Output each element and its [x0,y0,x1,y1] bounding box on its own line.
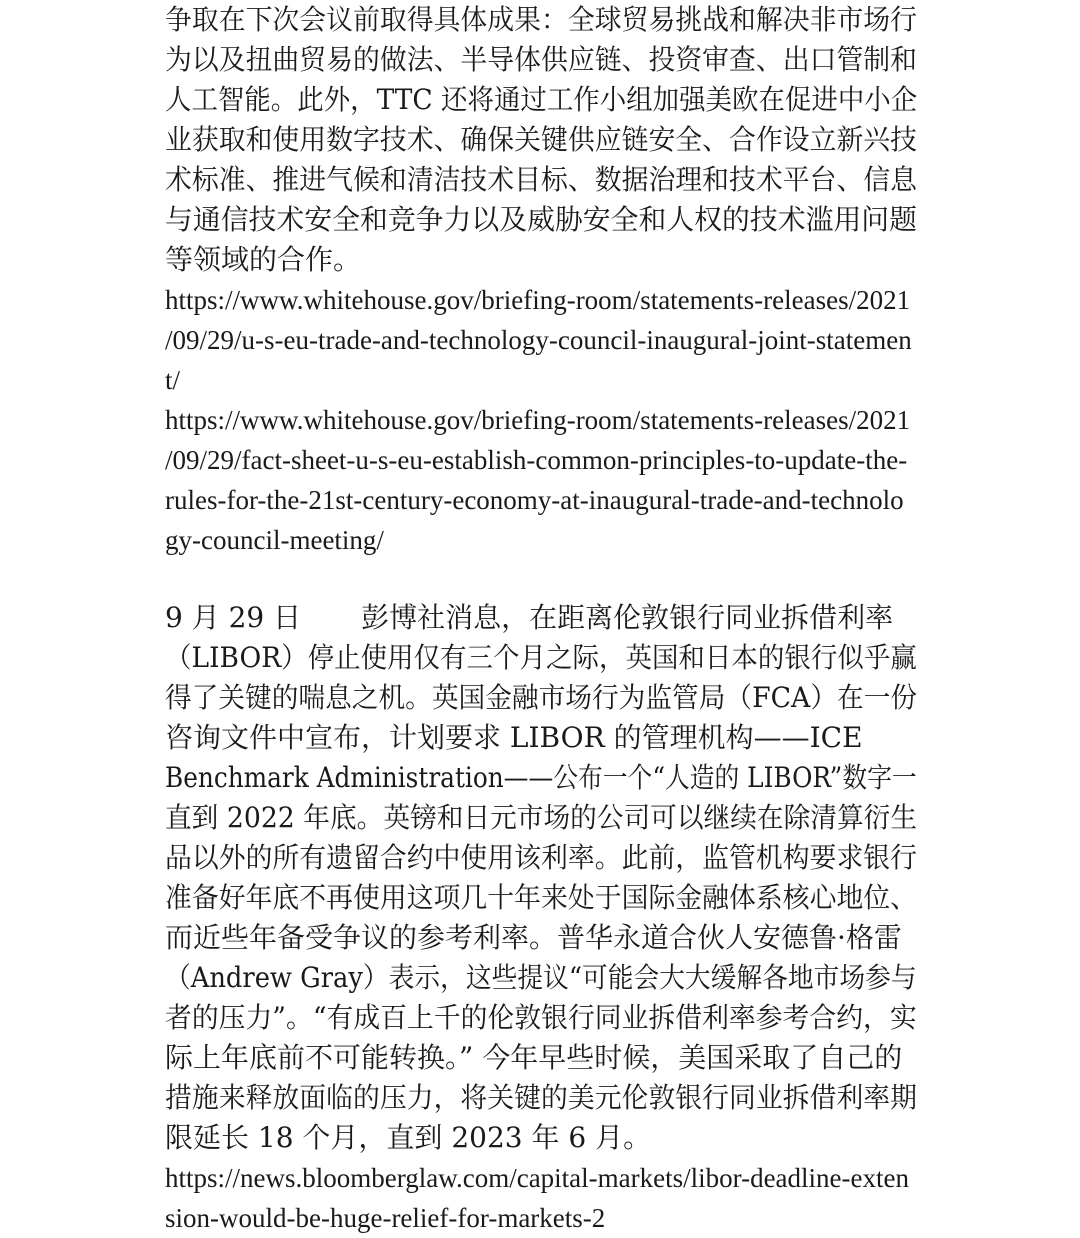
link-line[interactable]: /09/29/u-s-eu-trade-and-technology-council-inaugural-joint-statemen [165,325,912,355]
text-line: 术标准、推进气候和清洁技术目标、数据治理和技术平台、信息 [165,163,918,196]
text-line: 人工智能。此外，TTC 还将通过工作小组加强美欧在促进中小企 [165,83,918,116]
link-line[interactable]: rules-for-the-21st-century-economy-at-inaugural-trade-and-technolo [165,485,904,515]
link-line[interactable]: gy-council-meeting/ [165,525,384,555]
text-line: 准备好年底不再使用这项几十年来处于国际金融体系核心地位、 [165,881,918,914]
dated-line [165,598,917,638]
text-line: （LIBOR）停止使用仅有三个月之际，英国和日本的银行似乎赢 [165,641,917,674]
text-line: 而近些年备受争议的参考利率。普华永道合伙人安德鲁·格雷 [165,921,902,954]
text-line: 际上年底前不可能转换。” 今年早些时候，美国采取了自己的 [165,1041,903,1074]
text-line: 直到 2022 年底。英镑和日元市场的公司可以继续在除清算衍生 [165,801,918,834]
text-line: 等领域的合作。 [165,243,362,276]
text-line: 为以及扭曲贸易的做法、半导体供应链、投资审查、出口管制和 [165,43,918,76]
text-line: Benchmark Administration——公布一个“人造的 LIBOR”数字一 [165,761,917,794]
text-line: 措施来释放面临的压力，将关键的美元伦敦银行同业拆借利率期 [165,1081,918,1114]
link-line[interactable]: https://news.bloomberglaw.com/capital-markets/libor-deadline-exten [165,1163,909,1193]
text-line: 限延长 18 个月，直到 2023 年 6 月。 [165,1121,652,1154]
entry-date: 9 月 29 日 [165,601,302,634]
text-line: 得了关键的喘息之机。英国金融市场行为监管局（FCA）在一份 [165,681,918,714]
text-line: 争取在下次会议前取得具体成果：全球贸易挑战和解决非市场行 [165,3,918,36]
link-line[interactable]: https://www.whitehouse.gov/briefing-room/statements-releases/2021 [165,285,911,315]
text-line: 者的压力”。“有成百上千的伦敦银行同业拆借利率参考合约，实 [165,1001,917,1034]
text-line: 业获取和使用数字技术、确保关键供应链安全、合作设立新兴技 [165,123,918,156]
link-line[interactable]: /09/29/fact-sheet-u-s-eu-establish-common-principles-to-update-the- [165,445,908,475]
text-line: （Andrew Gray）表示，这些提议“可能会大大缓解各地市场参与 [165,961,917,994]
link-line[interactable]: t/ [165,365,181,395]
link-line[interactable]: https://www.whitehouse.gov/briefing-room/statements-releases/2021 [165,405,911,435]
link-line[interactable]: sion-would-be-huge-relief-for-markets-2 [165,1203,606,1233]
text-line: 与通信技术安全和竞争力以及威胁安全和人权的技术滥用问题 [165,203,918,236]
text-line: 咨询文件中宣布，计划要求 LIBOR 的管理机构——ICE [165,721,863,754]
entry-lead-text: 彭博社消息，在距离伦敦银行同业拆借利率 [361,601,894,634]
text-line: 品以外的所有遗留合约中使用该利率。此前，监管机构要求银行 [165,841,918,874]
